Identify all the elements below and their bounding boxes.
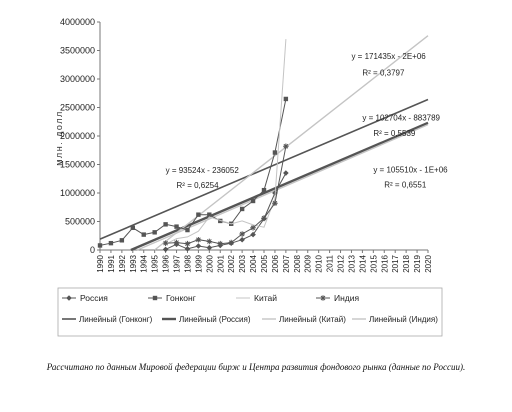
y-tick-label: 500000 [64, 216, 95, 227]
y-tick-label: 0 [89, 245, 95, 255]
x-tick-label: 2006 [270, 255, 280, 273]
source-note: Рассчитано по данным Мировой федерации бирж и Центра развития фондового рынка (данные по России). [46, 362, 466, 372]
trend-equation: y = 93524x - 236052 [165, 166, 239, 176]
x-tick-label: 1994 [139, 255, 149, 273]
data-point [272, 200, 278, 206]
y-tick-label: 2000000 [59, 131, 95, 141]
x-tick-label: 2015 [369, 255, 379, 273]
x-tick-label: 1999 [194, 255, 204, 273]
data-point [273, 150, 277, 154]
trend-r-squared: R² = 0,6254 [176, 180, 219, 190]
legend-label: Линейный (Китай) [279, 315, 346, 324]
y-tick-label: 4000000 [59, 17, 95, 27]
legend-label: Линейный (Россия) [179, 315, 251, 324]
x-tick-label: 2003 [238, 255, 248, 273]
data-point [196, 212, 200, 216]
x-tick-label: 1990 [96, 255, 105, 273]
data-point [217, 241, 223, 247]
x-tick-label: 1996 [161, 255, 171, 273]
legend-label: Линейный (Индия) [369, 315, 438, 324]
data-point [109, 241, 113, 245]
data-point [163, 247, 169, 253]
x-tick-label: 2005 [260, 255, 269, 273]
trend-r-squared: R² = 0,3797 [362, 68, 405, 78]
trend-equation: y = 102704x - 883789 [362, 113, 441, 123]
data-point [251, 199, 255, 203]
data-point [185, 241, 191, 247]
x-tick-label: 1998 [183, 255, 193, 273]
x-tick-label: 2002 [227, 255, 237, 273]
x-tick-label: 2011 [325, 255, 335, 273]
x-tick-label: 2001 [216, 255, 226, 273]
data-point [283, 170, 289, 176]
legend-label: Гонконг [166, 293, 196, 303]
data-point [207, 212, 211, 216]
legend [58, 288, 442, 336]
legend-label: Линейный (Гонконг) [79, 315, 153, 324]
y-tick-label: 1000000 [59, 188, 95, 198]
x-tick-label: 2010 [314, 255, 324, 273]
y-tick-label: 3500000 [59, 45, 95, 56]
data-point [120, 238, 124, 242]
data-point [239, 237, 245, 243]
x-tick-label: 2004 [249, 255, 259, 273]
data-point [131, 226, 135, 230]
x-tick-label: 2020 [424, 255, 433, 273]
data-point [196, 237, 202, 243]
data-point [284, 97, 288, 101]
data-point [196, 243, 202, 249]
x-tick-label: 2019 [413, 255, 423, 273]
x-tick-label: 1993 [128, 255, 138, 273]
trend-r-squared: R² = 0,6551 [384, 180, 427, 190]
legend-label: Россия [80, 293, 108, 303]
trend-equations [166, 52, 449, 190]
y-tick-label: 2500000 [59, 102, 95, 113]
data-point [185, 228, 189, 232]
y-tick-label: 1500000 [59, 159, 95, 170]
x-tick-label: 1991 [106, 255, 116, 273]
data-point [207, 239, 213, 245]
x-tick-label: 1995 [150, 255, 160, 273]
y-axis-label: млн. долл. [54, 106, 64, 166]
data-point [240, 207, 244, 211]
data-point [239, 231, 245, 237]
trend-r-squared: R² = 0,5539 [373, 129, 416, 138]
legend-label: Китай [254, 293, 277, 303]
x-tick-label: 2007 [281, 255, 291, 273]
legend-marker [320, 295, 326, 301]
data-point [185, 246, 191, 252]
data-point [228, 240, 234, 246]
x-tick-label: 2000 [205, 255, 215, 273]
trend-equation: y = 171435x - 2E+06 [351, 52, 426, 62]
x-tick-label: 1997 [172, 255, 182, 273]
x-tick-label: 2009 [303, 255, 313, 273]
data-point [163, 222, 167, 226]
x-tick-label: 2012 [336, 255, 346, 273]
data-point [174, 224, 178, 228]
legend-marker [153, 296, 157, 300]
x-tick-label: 2008 [292, 255, 302, 273]
data-point [98, 243, 102, 247]
x-tick-label: 2017 [391, 255, 401, 273]
legend-label: Индия [334, 293, 360, 303]
x-tick-label: 2014 [358, 255, 368, 273]
x-tick-label: 2013 [347, 255, 357, 273]
y-tick-label: 3000000 [59, 74, 95, 84]
data-point [250, 225, 256, 231]
legend-box [58, 288, 442, 336]
data-point [163, 240, 169, 246]
data-point [174, 240, 180, 246]
trend-equation: y = 105510x - 1E+06 [373, 165, 448, 175]
x-tick-label: 1992 [117, 255, 127, 273]
x-tick-label: 2018 [402, 255, 412, 273]
x-tick-label: 2016 [380, 255, 390, 273]
data-point [261, 215, 267, 221]
data-point [262, 188, 266, 192]
data-point [283, 143, 289, 149]
data-point [142, 232, 146, 236]
data-point [152, 230, 156, 234]
